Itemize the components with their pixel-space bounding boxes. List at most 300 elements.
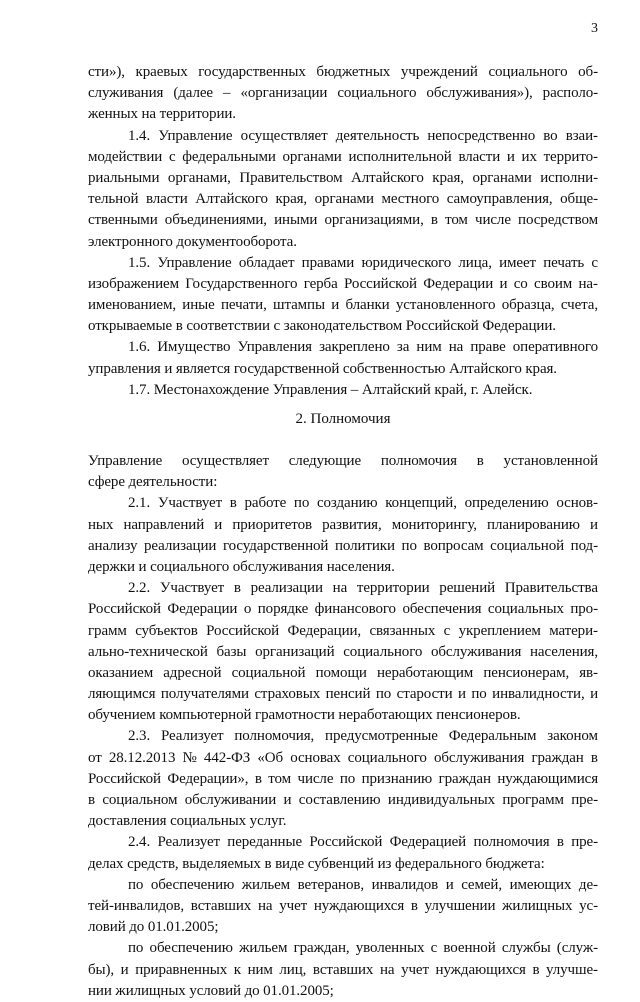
text-line-content: обучением компьютерной грамотности неработающих пенсионеров. [88,707,521,724]
word: обслуживания»), [426,85,533,102]
word: вставших [190,897,252,914]
word: реализации [250,580,323,597]
text-line [88,642,598,663]
word: планированию [487,516,580,533]
word: 2.4. [128,834,151,851]
word: в [590,749,598,766]
word: иными [274,212,318,229]
text-line [88,938,598,959]
word: на- [578,275,598,292]
word: концепций, [385,495,457,512]
word: «Об [257,749,284,766]
word: располо- [542,85,598,102]
word: социальной [490,537,565,554]
word: Федерации, [287,622,362,639]
text-line [88,705,598,726]
word: Управления [237,339,312,356]
text-line [88,493,598,514]
word: укреплением [458,622,541,639]
word: нуждающимися [497,770,598,787]
word: ально-технической [88,643,208,660]
text-line-content: доставления социальных услуг. [88,813,287,830]
word: под- [570,537,598,554]
word: тей-инвалидов, [88,897,185,914]
word: и [445,876,454,893]
word: обладает [238,254,295,271]
word: ним [416,339,442,356]
word: закреплено [319,339,390,356]
word: органами [314,191,374,208]
word: граждан, [293,940,350,957]
word: яв- [579,664,598,681]
word: развития, [322,516,382,533]
text-line [88,189,598,210]
word: получателями [160,686,249,703]
text-line [88,896,598,917]
word: Федерации [167,601,238,618]
word: неработающим [376,664,474,681]
word: края, [432,169,464,186]
text-line [88,663,598,684]
word: полномочия [380,453,457,469]
word: и [331,297,340,314]
paragraphs-section-1 [88,62,598,401]
word: Государственного [185,275,298,292]
word: по [128,876,144,893]
word: обще- [560,191,598,208]
word: Управление [158,127,233,144]
text-line [88,210,598,231]
word: де- [578,876,598,893]
word: определению [464,495,549,512]
word: Российской [88,770,161,787]
word: пре- [571,792,598,808]
word: Федерацией [389,834,467,851]
text-line [88,253,598,274]
word: числе [475,212,511,229]
word: в [410,897,418,914]
word: ляющимся [88,686,156,703]
word: риальными [88,169,160,186]
text-line-content: нии жилищных условий до 01.01.2005; [88,982,334,999]
word: по [339,770,356,787]
word: объединениями, [164,212,267,229]
word: учет [279,897,308,914]
word: жильем [239,940,288,957]
text-line-content: женных на территории. [88,106,236,123]
text-line-content: управления и является государственной собственностью Алтайского края. [88,360,557,377]
word: социального [343,643,423,660]
word: жилищных [502,897,573,914]
word: установленного [395,297,496,314]
word: обслуживании [184,792,277,808]
word: ветеранов, [297,876,364,893]
word: пре- [571,834,598,851]
word: вставших [312,961,374,978]
word: государственных [198,64,306,80]
paragraphs-section-2 [88,451,598,1002]
word: нуждающихся [435,961,526,978]
word: Реализует [157,834,220,851]
text-line [88,726,598,747]
word: числе [297,770,334,787]
text-line [88,536,598,557]
word: Реализует [160,728,224,745]
word: печать [543,254,585,271]
word: во [543,127,558,144]
word: политики [334,537,395,554]
text-line [88,515,598,536]
word: именованием, [88,297,177,314]
word: Управление [157,254,232,271]
word: Правительства [504,580,598,597]
word: Российской [88,601,161,618]
text-line [88,147,598,168]
word: осуществляет [240,127,328,144]
word: счета, [560,297,598,314]
word: анализу [88,537,138,554]
word: 28.12.2013 [108,749,176,766]
word: инвалидов [371,876,439,893]
word: органами, [167,169,231,186]
word: направлений [123,516,205,533]
word: реализации [144,537,217,554]
text-line [88,854,598,875]
word: жильем [241,876,291,893]
word: вопросам [423,537,484,554]
word: самоуправления, [446,191,553,208]
word: законом [547,728,598,745]
word: Российской [309,834,383,851]
word: военной [443,940,496,957]
text-line [88,337,598,358]
word: бланки [345,297,390,314]
word: своим [534,275,573,292]
word: социальной [231,664,306,681]
word: об- [578,64,598,80]
word: № [182,749,197,766]
word: лиц, [279,961,307,978]
word: (далее [173,85,213,102]
word: органами [472,169,532,186]
word: с [443,622,451,639]
word: службы [501,940,551,957]
word: осуществляет [182,453,269,469]
word: непосредственно [427,127,536,144]
word: «организации [240,85,328,102]
page-number: 3 [591,21,598,36]
word: ных [88,516,114,533]
word: иные [182,297,215,314]
text-line [88,316,598,337]
word: печати, [220,297,267,314]
text-line [88,295,598,316]
word: Участвует [157,495,223,512]
text-line-content: делах средств, выделяемых в виде субвенций из федерального бюджета: [88,855,545,872]
word: 2.2. [128,580,151,597]
text-line-content: держки и социального обслуживания населения. [88,558,395,575]
word: имеет [499,254,536,271]
word: созданию [316,495,378,512]
word: базы [216,643,247,660]
word: Федеральным [448,728,537,745]
word: обеспечению [149,940,233,957]
word: местного [381,191,440,208]
word: про- [570,601,598,618]
word: переданные [227,834,303,851]
word: изображением [88,275,179,292]
word: населения, [529,643,598,660]
word: матери- [549,622,598,639]
word: территории [356,580,430,597]
word: учет [401,961,429,978]
text-line [88,232,598,253]
word: пенсий [325,686,371,703]
word: предусмотренные [325,728,438,745]
word: обслуживания [434,749,525,766]
word: Алтайского [351,169,424,186]
word: индивидуальных [387,792,495,808]
word: федеральными [182,148,276,165]
word: семей, [461,876,503,893]
text-line [88,380,598,401]
text-line-content: ловий до 01.01.2005; [88,919,219,936]
word: страховых [254,686,321,703]
word: приоритетов [232,516,312,533]
word: учреждений [400,64,478,80]
word: по [375,686,392,703]
word: том [268,770,292,787]
word: основ- [556,495,598,512]
word: в [229,495,237,512]
text-line-content: сфере деятельности: [88,474,218,491]
word: и [457,686,466,703]
word: в [556,834,564,851]
word: с [430,940,438,957]
word: штампы [273,297,325,314]
word: исполни- [540,169,598,186]
word: и [590,516,598,533]
text-line [88,960,598,981]
word: в [233,580,241,597]
word: порядке [257,601,309,618]
word: сти»), [88,64,125,80]
word: нуждающихся [313,897,405,914]
text-line [88,981,598,1002]
word: к [233,961,241,978]
text-line-content: электронного документооборота. [88,233,297,250]
word: праве [470,339,506,356]
text-line-content: 1.7. Местонахождение Управления – Алтайский край, г. Алейск. [128,381,533,398]
word: лица, [458,254,492,271]
word: полномочия [473,834,550,851]
word: том [445,212,468,229]
word: Федерации [423,275,494,292]
word: тельной [88,191,139,208]
word: их [521,148,537,165]
word: основах [290,749,341,766]
word: субъектов [135,622,198,639]
word: и [499,275,508,292]
text-line [88,875,598,896]
word: и [590,686,598,703]
word: бюджетных [316,64,391,80]
text-line [88,168,598,189]
word: мониторингу, [391,516,477,533]
word: ним [247,961,273,978]
word: оказанием [88,664,154,681]
word: за [396,339,410,356]
word: юридического [361,254,452,271]
word: финансового [314,601,396,618]
word: обеспечению [150,876,235,893]
word: посредством [518,212,598,229]
text-line [88,917,598,938]
word: граждан [531,749,584,766]
word: Российской [343,275,417,292]
word: на [332,580,348,597]
word: террито- [543,148,598,165]
word: по [471,686,487,703]
word: программ [502,792,564,808]
word: организациями, [324,212,424,229]
word: органами [282,148,342,165]
word: оперативного [512,339,598,356]
word: установленной [503,453,598,469]
text-line [88,811,598,832]
word: по [128,940,144,957]
word: бы), [88,961,115,978]
word: Российской [206,622,280,639]
word: в [532,961,540,978]
word: улучше- [546,961,598,978]
word: помощи [315,664,367,681]
text-line [88,769,598,790]
word: и [283,792,292,808]
word: грамм [88,622,127,639]
word: и [120,961,129,978]
word: обеспечения [402,601,482,618]
word: 2.3. [128,728,151,745]
word: исполнительной [348,148,452,165]
text-line [88,104,598,125]
word: социального [347,749,427,766]
text-line [88,748,598,769]
text-line [88,126,598,147]
word: приравненных [135,961,228,978]
text-line [88,359,598,380]
text-line [88,451,598,472]
word: полномочия, [234,728,315,745]
word: в [430,212,438,229]
word: 1.4. [128,127,151,144]
text-line [88,832,598,853]
word: уволенных [355,940,425,957]
word: взаи- [565,127,598,144]
word: Управление [88,453,163,469]
word: на [448,339,464,356]
word: Федерации», [167,770,249,787]
word: власти [145,191,188,208]
word: Правительством [239,169,343,186]
word: образца, [501,297,555,314]
word: (служ- [556,940,598,957]
text-line [88,621,598,642]
word: 1.6. [128,339,151,356]
text-line [88,62,598,83]
word: модействии [88,148,163,165]
word: служивания [88,85,164,102]
word: признанию [361,770,433,787]
word: в [476,453,484,469]
word: решений [439,580,496,597]
word: государственной [222,537,329,554]
word: о [243,601,252,618]
word: составлению [298,792,381,808]
word: от [88,749,102,766]
text-line [88,599,598,620]
word: следующие [288,453,362,469]
word: в [88,792,95,808]
word: социальных [487,601,564,618]
word: герба [303,275,338,292]
word: деятельность [335,127,420,144]
word: обслуживания [431,643,522,660]
word: имеющих [509,876,572,893]
word: связанных [369,622,436,639]
word: края, [275,191,308,208]
word: 442-ФЗ [203,749,251,766]
word: 2.1. [128,495,151,512]
word: ус- [579,897,598,914]
word: ственными [88,212,158,229]
word: инвалидности, [492,686,585,703]
word: с [591,254,598,271]
word: пенсионерам, [483,664,570,681]
word: в [254,770,262,787]
word: Участвует [159,580,225,597]
word: краевых [135,64,188,80]
text-line [88,790,598,811]
text-line [88,684,598,705]
word: старости [396,686,453,703]
text-line [88,274,598,295]
word: социального [488,64,568,80]
word: правами [301,254,355,271]
word: улучшении [424,897,496,914]
word: на [257,897,273,914]
text-line [88,557,598,578]
word: граждан [438,770,491,787]
word: на [379,961,395,978]
word: с [168,148,176,165]
text-line [88,83,598,104]
word: – [223,85,231,102]
word: со [513,275,528,292]
word: социального [337,85,417,102]
section-heading: 2. Полномочия [295,411,391,427]
document-body [88,62,598,1002]
word: работе [244,495,287,512]
word: и [214,516,223,533]
word: организаций [255,643,335,660]
word: по [293,495,310,512]
word: 1.5. [128,254,151,271]
word: власти [458,148,501,165]
word: Алтайского [195,191,268,208]
word: по [401,537,417,554]
word: адресной [163,664,222,681]
